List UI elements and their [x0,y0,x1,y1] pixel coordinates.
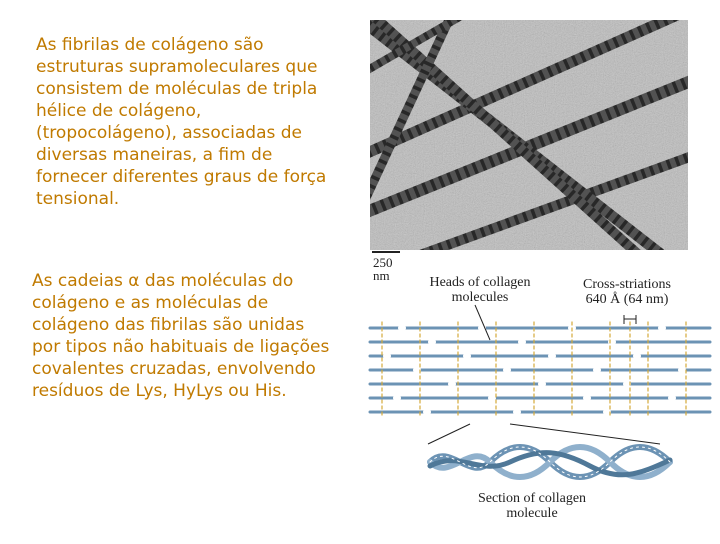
scale-unit: nm [373,268,390,283]
collagen-fibril-diagram [360,300,720,540]
collagen-fibrils-paragraph: As fibrilas de colágeno são estruturas supramoleculares que consistem de moléculas de tripla hélice de colágeno, (tropocolágeno), associadas de diversas maneiras, a fim de fornecer diferentes graus de força tensional. [36,35,327,209]
scale-value: 250 [373,255,393,270]
section-label-line2: molecule [506,506,558,521]
cross-label-line2: 640 Å (64 nm) [585,292,669,307]
scale-label [373,256,393,282]
cross-label-line1: Cross-striations [583,277,671,292]
section-label-line1: Section of collagen [477,491,587,506]
triple-helix-section [430,447,670,477]
covalent-crosslinks-paragraph: As cadeias α das moléculas do colágeno e as moléculas de colágeno das fibrilas são unidas por tipos não habituais de ligações covalentes cruzadas, envolvendo resíduos de Lys, HyLys ou His. [32,271,330,401]
scale-bar [372,251,400,253]
heads-label-line1: Heads of collagen [429,275,531,290]
heads-label-line2: molecules [451,290,509,305]
collagen-fibrils-micrograph [370,20,688,250]
staggered-molecules [370,322,710,418]
